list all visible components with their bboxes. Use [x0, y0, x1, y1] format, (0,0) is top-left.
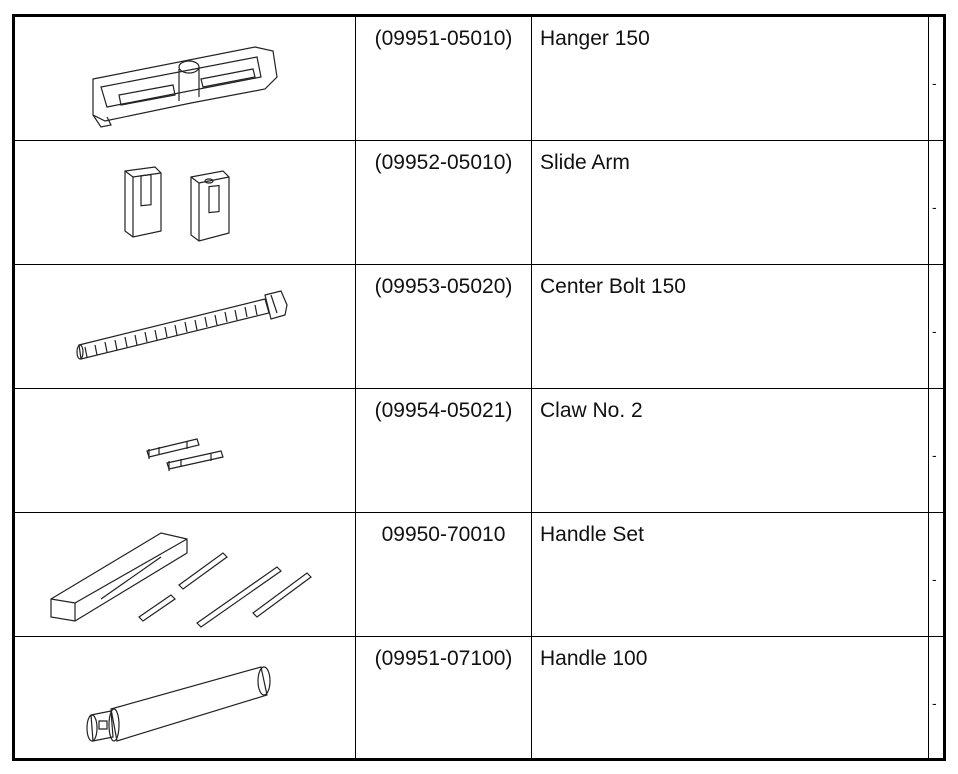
part-number: 09950-70010 [356, 513, 532, 636]
part-number: (09951-07100) [356, 637, 532, 761]
extra-cell [929, 637, 943, 761]
table-row [15, 513, 943, 637]
part-image-cell [15, 389, 356, 512]
part-image-cell [15, 141, 356, 264]
slide-arm-icon [15, 141, 356, 265]
table-row [15, 265, 943, 389]
part-image-cell [15, 17, 356, 140]
extra-cell [929, 389, 943, 512]
claw-icon [15, 389, 356, 513]
table-row [15, 389, 943, 513]
hanger-icon [15, 17, 356, 141]
extra-value: - [932, 199, 937, 215]
part-number: (09952-05010) [356, 141, 532, 264]
part-name: Handle Set [532, 513, 929, 636]
extra-cell [929, 17, 943, 140]
part-name: Handle 100 [532, 637, 929, 761]
part-image-cell [15, 513, 356, 636]
table-row [15, 637, 943, 761]
part-number: (09954-05021) [356, 389, 532, 512]
extra-value: - [932, 695, 937, 711]
extra-value: - [932, 447, 937, 463]
part-name: Center Bolt 150 [532, 265, 929, 388]
table-row [15, 141, 943, 265]
extra-cell [929, 513, 943, 636]
part-image-cell [15, 265, 356, 388]
extra-cell [929, 141, 943, 264]
extra-value: - [932, 571, 937, 587]
extra-value: - [932, 75, 937, 91]
extra-cell [929, 265, 943, 388]
handle-set-icon [15, 513, 356, 637]
center-bolt-icon [15, 265, 356, 389]
part-image-cell [15, 637, 356, 761]
part-number: (09951-05010) [356, 17, 532, 140]
table-row [15, 17, 943, 141]
part-name: Slide Arm [532, 141, 929, 264]
part-name: Claw No. 2 [532, 389, 929, 512]
extra-value: - [932, 323, 937, 339]
part-name: Hanger 150 [532, 17, 929, 140]
handle-icon [15, 637, 356, 761]
tool-table [12, 14, 946, 761]
part-number: (09953-05020) [356, 265, 532, 388]
